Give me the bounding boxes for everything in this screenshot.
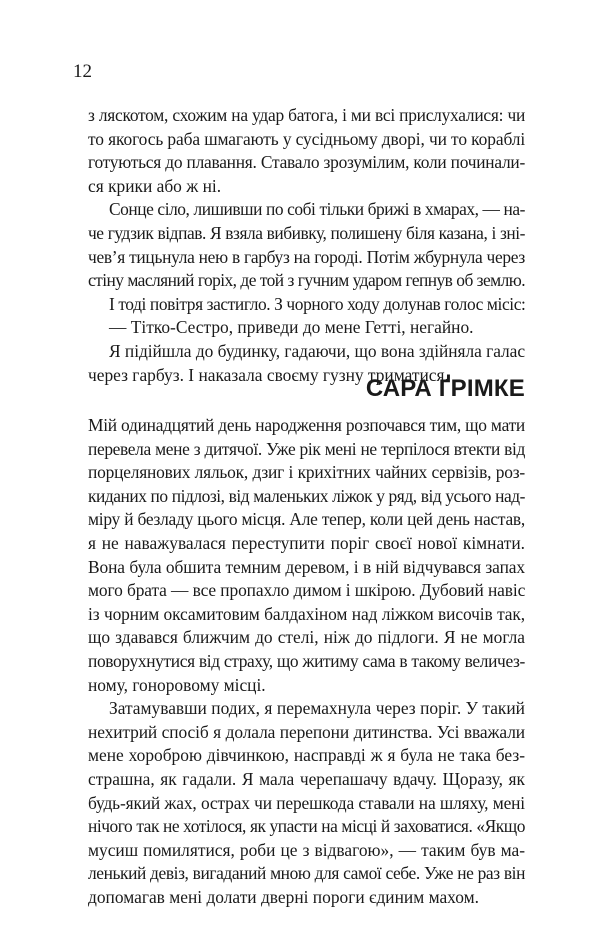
text-line: міру й безладу цього місця. Але тепер, коли цей день настав, <box>88 509 525 530</box>
section-one-text <box>88 104 525 387</box>
text-line: Сонце сіло, лишивши по собі тільки брижі в хмарах, — на- <box>109 199 525 220</box>
text-line: І тоді повітря застигло. З чорного ходу долунав голос місіс: <box>109 293 526 314</box>
text-line: ному, гоноровому місці. <box>88 674 266 695</box>
text-line: ленький девіз, вигаданий мною для самої себе. Уже не раз він <box>88 863 525 884</box>
page-number: 12 <box>73 61 92 82</box>
text-line: мусиш помилятися, роби це з відвагою», — таким був ма- <box>88 839 525 860</box>
text-line: — Тітко-Сестро, приведи до мене Гетті, негайно. <box>109 317 474 338</box>
text-line: перевела мене з дитячої. Уже рік мені не терпілося втекти від <box>88 438 525 459</box>
section-two-text <box>88 414 525 909</box>
text-line: Мій одинадцятий день народження розпочався тим, що мати <box>88 415 525 435</box>
text-line: стіну масляний горіх, де той з гучним ударом гепнув об землю. <box>88 270 525 291</box>
text-line: чев’я тицьнула нею в гарбуз на городі. Потім жбурнула через <box>88 246 525 267</box>
text-line: готуються до плавання. Ставало зрозумілим, коли починали- <box>88 152 525 173</box>
text-line: Вона була обшита темним деревом, і в ній відчувався запах <box>88 556 525 577</box>
text-line: з ляскотом, схожим на удар батога, і ми всі прислухалися: чи <box>88 105 525 125</box>
text-line: киданих по підлозі, від маленьких ліжок у ряд, від усього над- <box>88 485 525 506</box>
text-line: мого брата — все пропахло димом і шкірою. Дубовий навіс <box>88 580 526 601</box>
text-line: мене хороброю дівчинкою, насправді ж я була не така без- <box>88 745 525 766</box>
text-line: поворухнутися від страху, що житиму сама в такому величез- <box>88 650 525 671</box>
chapter-title: САРА ҐРІМКЕ <box>365 375 525 402</box>
text-line: че гудзик відпав. Я взяла вибивку, полишену біля казана, і зні- <box>88 222 525 243</box>
text-line: через гарбуз. І наказала своєму гузну триматися. <box>88 364 449 385</box>
text-line: Затамувавши подих, я перемахнула через поріг. У такий <box>109 698 525 719</box>
text-line: що здавався ближчим до стелі, ніж до підлоги. Я не могла <box>88 627 525 648</box>
text-line: то якогось раба шмагають у сусідньому дворі, чи то кораблі <box>88 128 526 149</box>
text-line: допомагав мені долати дверні пороги єдиним махом. <box>88 886 479 907</box>
text-line: порцелянових ляльок, дзиг і крихітних чайних сервізів, роз- <box>88 462 525 483</box>
text-line: нехитрий спосіб я долала перепони дитинства. Усі вважали <box>88 721 525 742</box>
text-line: Я підійшла до будинку, гадаючи, що вона здійняла галас <box>109 340 525 361</box>
text-line: із чорним оксамитовим балдахіном над ліжком височів так, <box>88 603 525 624</box>
text-line: я не наважувалася переступити поріг своєї нової кімнати. <box>88 532 525 553</box>
text-line: нічого так не хотілося, як упасти на місці й заховатися. «Якщо <box>88 816 525 837</box>
text-line: будь-який жах, острах чи перешкода ставали на шляху, мені <box>88 792 525 813</box>
text-line: страшна, як гадали. Я мала черепашачу вдачу. Щоразу, як <box>88 768 525 789</box>
text-line: ся крики або ж ні. <box>88 175 222 196</box>
